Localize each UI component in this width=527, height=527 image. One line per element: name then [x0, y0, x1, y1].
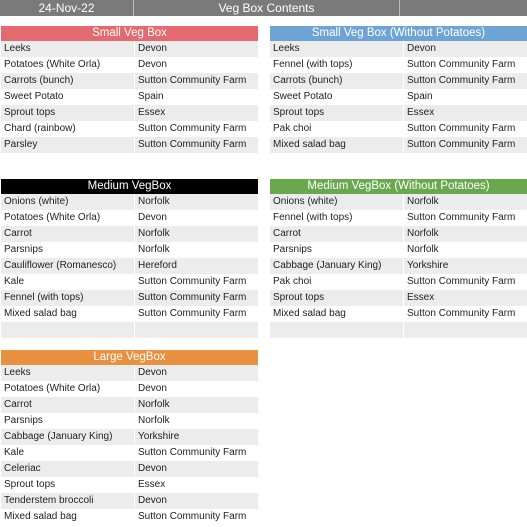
- table-row: [1, 41, 258, 57]
- origin-cell[interactable]: [404, 322, 527, 338]
- table-row: [1, 73, 258, 89]
- table-row: [1, 274, 258, 290]
- origin-cell[interactable]: [135, 322, 258, 338]
- origin-cell[interactable]: Devon: [138, 212, 167, 223]
- table-row: [270, 73, 527, 89]
- veg-name-cell[interactable]: Cauliflower (Romanesco): [1, 258, 135, 274]
- origin-cell[interactable]: Sutton Community Farm: [138, 511, 247, 522]
- box-rows: [1, 41, 258, 169]
- veg-name-cell[interactable]: Pak choi: [270, 274, 404, 290]
- blank-header-cell[interactable]: [400, 0, 527, 16]
- table-row: [1, 509, 258, 525]
- origin-cell[interactable]: Sutton Community Farm: [138, 139, 247, 150]
- veg-name-cell[interactable]: Mixed salad bag: [1, 509, 135, 525]
- table-row: [270, 89, 527, 105]
- table-row: [1, 57, 258, 73]
- origin-cell[interactable]: Essex: [407, 107, 435, 118]
- box-rows: [270, 194, 527, 338]
- veg-name-cell[interactable]: [270, 153, 404, 169]
- veg-name-cell[interactable]: Potatoes (White Orla): [1, 57, 135, 73]
- origin-cell[interactable]: Sutton Community Farm: [138, 123, 247, 134]
- table-row: [1, 210, 258, 226]
- veg-name-cell[interactable]: Mixed salad bag: [1, 306, 135, 322]
- origin-cell[interactable]: Sutton Community Farm: [407, 75, 516, 86]
- table-row: [270, 290, 527, 306]
- origin-cell[interactable]: Devon: [138, 383, 167, 394]
- veg-name-cell[interactable]: Potatoes (White Orla): [1, 210, 135, 226]
- veg-name-cell[interactable]: Kale: [1, 274, 135, 290]
- box-title[interactable]: Small Veg Box: [1, 26, 258, 41]
- veg-name-cell[interactable]: Onions (white): [1, 194, 135, 210]
- origin-cell[interactable]: Sutton Community Farm: [407, 59, 516, 70]
- origin-cell[interactable]: Norfolk: [138, 415, 170, 426]
- veg-name-cell[interactable]: Mixed salad bag: [270, 306, 404, 322]
- veg-name-cell[interactable]: Tenderstem broccoli: [1, 493, 135, 509]
- sheet-title[interactable]: Veg Box Contents: [134, 0, 400, 16]
- origin-cell[interactable]: Devon: [138, 43, 167, 54]
- origin-cell[interactable]: Sutton Community Farm: [407, 276, 516, 287]
- table-row: [270, 153, 527, 169]
- veg-name-cell[interactable]: Onions (white): [270, 194, 404, 210]
- origin-cell[interactable]: Spain: [407, 91, 433, 102]
- origin-cell[interactable]: Essex: [138, 107, 166, 118]
- veg-name-cell[interactable]: Leeks: [1, 41, 135, 57]
- origin-cell[interactable]: Devon: [138, 463, 167, 474]
- veg-name-cell[interactable]: [270, 322, 404, 338]
- box-title[interactable]: Large VegBox: [1, 350, 258, 365]
- origin-cell[interactable]: Norfolk: [407, 228, 439, 239]
- table-row: [270, 194, 527, 210]
- header-bar: [0, 0, 527, 16]
- medium-vegbox-table: [1, 179, 258, 338]
- box-rows: [270, 41, 527, 169]
- table-row: [270, 258, 527, 274]
- veg-name-cell[interactable]: Pak choi: [270, 121, 404, 137]
- table-row: [270, 210, 527, 226]
- veg-name-cell[interactable]: Sprout tops: [1, 105, 135, 121]
- veg-name-cell[interactable]: Parsley: [1, 137, 135, 153]
- veg-name-cell[interactable]: Mixed salad bag: [270, 137, 404, 153]
- table-row: [1, 226, 258, 242]
- origin-cell[interactable]: Devon: [407, 43, 436, 54]
- origin-cell[interactable]: Norfolk: [138, 244, 170, 255]
- large-vegbox-table: [1, 350, 258, 525]
- origin-cell[interactable]: Essex: [138, 479, 166, 490]
- veg-name-cell[interactable]: Carrot: [1, 397, 135, 413]
- small-veg-box-without-potatoes-table: [270, 26, 527, 169]
- veg-name-cell[interactable]: Potatoes (White Orla): [1, 381, 135, 397]
- box-title[interactable]: Small Veg Box (Without Potatoes): [270, 26, 527, 41]
- origin-cell[interactable]: [404, 153, 527, 169]
- veg-name-cell[interactable]: Sprout tops: [1, 477, 135, 493]
- veg-name-cell[interactable]: Sweet Potato: [270, 89, 404, 105]
- origin-cell[interactable]: Devon: [138, 495, 167, 506]
- table-row: [1, 121, 258, 137]
- table-row: [1, 477, 258, 493]
- origin-cell[interactable]: Sutton Community Farm: [407, 308, 516, 319]
- table-row: [270, 226, 527, 242]
- table-row: [270, 121, 527, 137]
- origin-cell[interactable]: Sutton Community Farm: [138, 292, 247, 303]
- table-row: [1, 153, 258, 169]
- table-row: [1, 306, 258, 322]
- veg-name-cell[interactable]: Sprout tops: [270, 105, 404, 121]
- veg-name-cell[interactable]: Parsnips: [1, 413, 135, 429]
- table-row: [270, 322, 527, 338]
- origin-cell[interactable]: Norfolk: [138, 196, 170, 207]
- veg-name-cell[interactable]: Fennel (with tops): [1, 290, 135, 306]
- medium-vegbox-without-potatoes-table: [270, 179, 527, 338]
- table-row: [1, 322, 258, 338]
- table-row: [1, 290, 258, 306]
- table-row: [1, 461, 258, 477]
- origin-cell[interactable]: Sutton Community Farm: [138, 308, 247, 319]
- table-row: [1, 381, 258, 397]
- veg-name-cell[interactable]: Carrot: [270, 226, 404, 242]
- veg-name-cell[interactable]: Fennel (with tops): [270, 57, 404, 73]
- table-row: [1, 105, 258, 121]
- box-rows: [1, 365, 258, 525]
- veg-name-cell[interactable]: Leeks: [270, 41, 404, 57]
- table-row: [1, 445, 258, 461]
- table-row: [270, 105, 527, 121]
- table-row: [1, 194, 258, 210]
- origin-cell[interactable]: Sutton Community Farm: [138, 447, 247, 458]
- box-title[interactable]: Medium VegBox: [1, 179, 258, 194]
- origin-cell[interactable]: Yorkshire: [138, 431, 180, 442]
- table-row: [270, 242, 527, 258]
- small-veg-box-table: [1, 26, 258, 169]
- veg-name-cell[interactable]: Celeriac: [1, 461, 135, 477]
- veg-name-cell[interactable]: Carrot: [1, 226, 135, 242]
- origin-cell[interactable]: Yorkshire: [407, 260, 449, 271]
- origin-cell[interactable]: Norfolk: [138, 228, 170, 239]
- veg-name-cell[interactable]: Sweet Potato: [1, 89, 135, 105]
- origin-cell[interactable]: Sutton Community Farm: [407, 139, 516, 150]
- origin-cell[interactable]: Devon: [138, 59, 167, 70]
- origin-cell[interactable]: Sutton Community Farm: [138, 75, 247, 86]
- origin-cell[interactable]: Devon: [138, 367, 167, 378]
- origin-cell[interactable]: Sutton Community Farm: [407, 123, 516, 134]
- veg-name-cell[interactable]: Parsnips: [1, 242, 135, 258]
- date-cell[interactable]: 24-Nov-22: [0, 0, 134, 16]
- origin-cell[interactable]: Spain: [138, 91, 164, 102]
- table-row: [1, 493, 258, 509]
- veg-name-cell[interactable]: Sprout tops: [270, 290, 404, 306]
- veg-name-cell[interactable]: Cabbage (January King): [270, 258, 404, 274]
- veg-name-cell[interactable]: Leeks: [1, 365, 135, 381]
- origin-cell[interactable]: Norfolk: [407, 244, 439, 255]
- veg-name-cell[interactable]: Cabbage (January King): [1, 429, 135, 445]
- table-row: [1, 429, 258, 445]
- origin-cell[interactable]: Essex: [407, 292, 435, 303]
- veg-name-cell[interactable]: Carrots (bunch): [1, 73, 135, 89]
- box-rows: [1, 194, 258, 338]
- origin-cell[interactable]: Norfolk: [407, 196, 439, 207]
- origin-cell[interactable]: Hereford: [138, 260, 177, 271]
- origin-cell[interactable]: Norfolk: [138, 399, 170, 410]
- table-row: [270, 41, 527, 57]
- veg-name-cell[interactable]: Kale: [1, 445, 135, 461]
- veg-name-cell[interactable]: [1, 322, 135, 338]
- table-row: [1, 397, 258, 413]
- table-row: [270, 306, 527, 322]
- table-row: [1, 413, 258, 429]
- box-title[interactable]: Medium VegBox (Without Potatoes): [270, 179, 527, 194]
- table-row: [1, 242, 258, 258]
- veg-name-cell[interactable]: Parsnips: [270, 242, 404, 258]
- table-row: [270, 274, 527, 290]
- table-row: [1, 258, 258, 274]
- table-row: [270, 137, 527, 153]
- origin-cell[interactable]: [135, 153, 258, 169]
- table-row: [1, 137, 258, 153]
- table-row: [270, 57, 527, 73]
- origin-cell[interactable]: Sutton Community Farm: [407, 212, 516, 223]
- veg-name-cell[interactable]: [1, 153, 135, 169]
- table-row: [1, 365, 258, 381]
- veg-name-cell[interactable]: Carrots (bunch): [270, 73, 404, 89]
- origin-cell[interactable]: Sutton Community Farm: [138, 276, 247, 287]
- veg-name-cell[interactable]: Chard (rainbow): [1, 121, 135, 137]
- veg-name-cell[interactable]: Fennel (with tops): [270, 210, 404, 226]
- table-row: [1, 89, 258, 105]
